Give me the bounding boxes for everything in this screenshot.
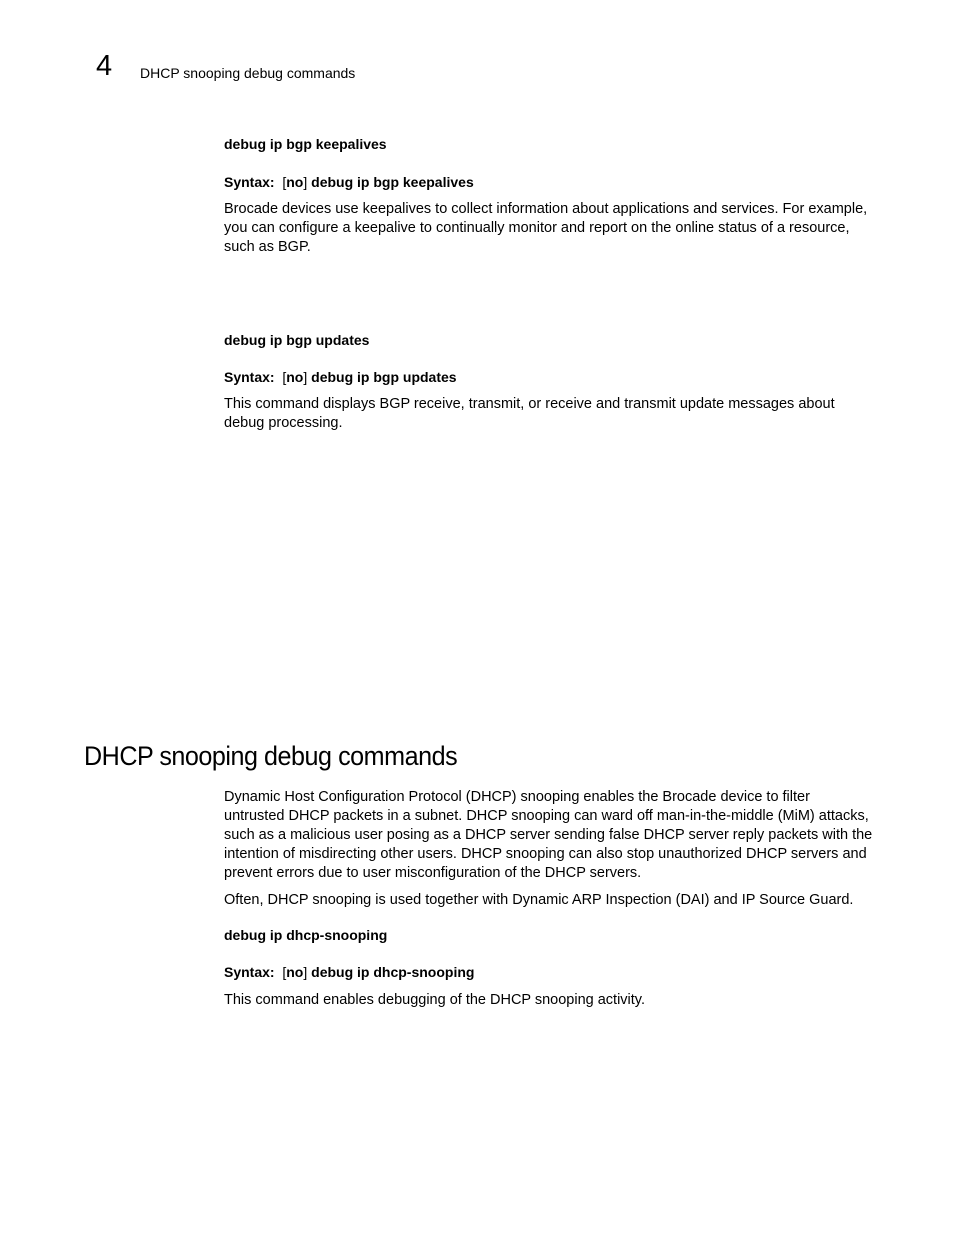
- running-title: DHCP snooping debug commands: [140, 65, 356, 81]
- dhcp-cmd-block: [224, 927, 874, 944]
- dhcp-intro-block: [224, 788, 874, 883]
- syntax-no-keyword: no: [286, 964, 304, 980]
- syntax-no-keyword: no: [286, 369, 304, 385]
- dhcp-note-block: [224, 891, 874, 910]
- dhcp-cmd-heading: debug ip dhcp-snooping: [224, 927, 388, 943]
- updates-description-block: [224, 395, 874, 433]
- keepalives-heading: debug ip bgp keepalives: [224, 136, 387, 152]
- updates-syntax: [224, 369, 874, 386]
- syntax-command: debug ip bgp updates: [311, 369, 457, 385]
- updates-block: [224, 332, 874, 349]
- keepalives-syntax: [224, 174, 874, 191]
- syntax-close-bracket: ]: [303, 964, 308, 980]
- syntax-no-keyword: no: [286, 174, 304, 190]
- chapter-number: 4: [96, 50, 113, 82]
- keepalives-description: Brocade devices use keepalives to collect information about applications and services. For example, you can configure a keepalive to continually monitor and report on the online status of a resource, such as BGP.: [224, 201, 868, 255]
- dhcp-syntax: [224, 964, 874, 981]
- updates-heading: debug ip bgp updates: [224, 332, 370, 348]
- section-title: DHCP snooping debug commands: [84, 741, 458, 771]
- syntax-command: debug ip dhcp-snooping: [311, 964, 475, 980]
- keepalives-description-block: [224, 200, 874, 257]
- syntax-label: Syntax:: [224, 174, 275, 190]
- dhcp-note: Often, DHCP snooping is used together with Dynamic ARP Inspection (DAI) and IP Source Guard.: [224, 892, 854, 908]
- dhcp-description-block: [224, 991, 874, 1010]
- syntax-command: debug ip bgp keepalives: [311, 174, 474, 190]
- dhcp-description: This command enables debugging of the DHCP snooping activity.: [224, 992, 646, 1008]
- updates-description: This command displays BGP receive, transmit, or receive and transmit update messages about debug processing.: [224, 396, 835, 431]
- syntax-label: Syntax:: [224, 964, 275, 980]
- keepalives-block: [224, 136, 874, 153]
- syntax-open-bracket: [: [282, 174, 287, 190]
- syntax-label: Syntax:: [224, 369, 275, 385]
- syntax-close-bracket: ]: [303, 369, 308, 385]
- syntax-open-bracket: [: [282, 964, 287, 980]
- dhcp-intro: Dynamic Host Configuration Protocol (DHCP) snooping enables the Brocade device to filter untrusted DHCP packets in a subnet. DHCP snooping can ward off man-in-the-middle (MiM) attacks, such as a malicious user posing as a DHCP server sending false DHCP server reply packets with the intention of misdirecting other users. DHCP snooping can also stop unauthorized DHCP servers and prevent errors due to user misconfiguration of the DHCP servers.: [224, 789, 873, 881]
- syntax-open-bracket: [: [282, 369, 287, 385]
- syntax-close-bracket: ]: [303, 174, 308, 190]
